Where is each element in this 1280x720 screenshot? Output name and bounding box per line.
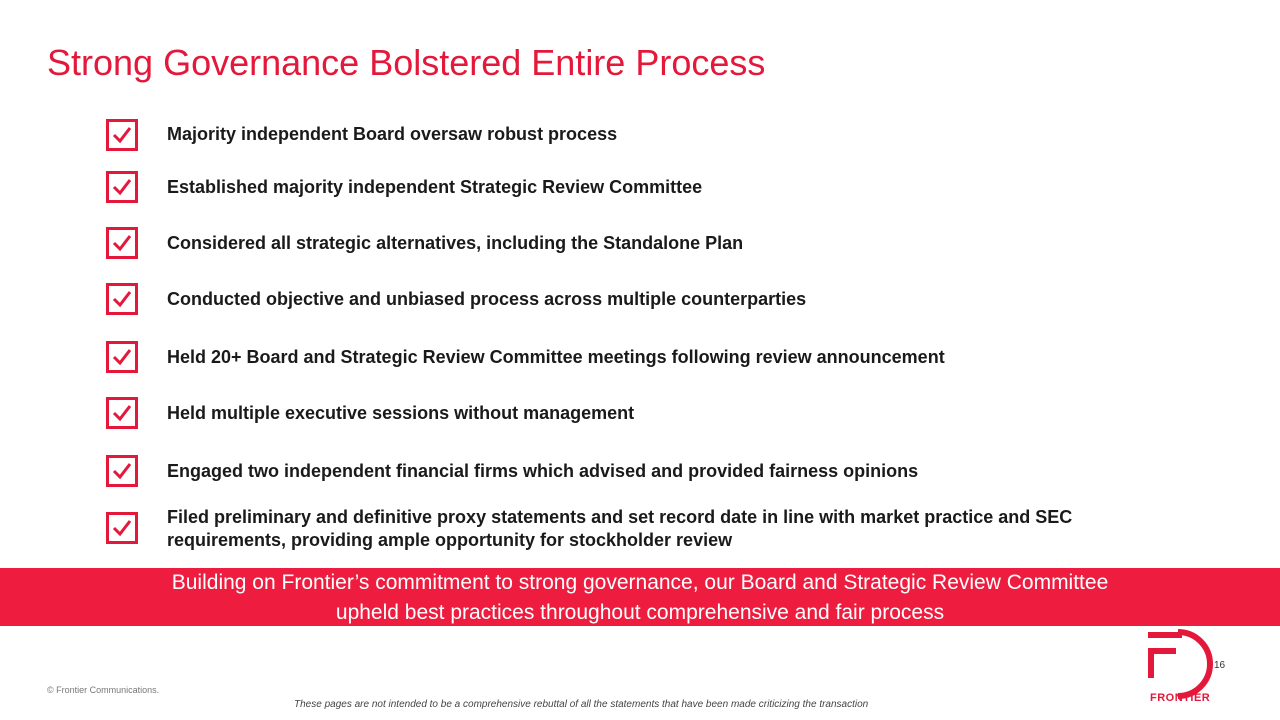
- summary-banner: [0, 568, 1280, 626]
- checkbox-icon: [106, 455, 138, 487]
- checkbox-icon: [106, 283, 138, 315]
- item-text: Filed preliminary and definitive proxy statements and set record date in line with market practice and SEC requirements, providing ample opportunity for stockholder review: [167, 507, 1073, 550]
- disclaimer-text: These pages are not intended to be a comprehensive rebuttal of all the statements that have been made criticizing the transaction: [294, 699, 869, 710]
- banner-line-1: Building on Frontier’s commitment to strong governance, our Board and Strategic Review Committee: [171, 571, 1109, 594]
- checkbox-icon: [106, 512, 138, 544]
- logo-wordmark: FRONTIER: [1150, 692, 1211, 704]
- item-text: Majority independent Board oversaw robust process: [167, 124, 618, 144]
- item-text: Held 20+ Board and Strategic Review Committee meetings following review announcement: [167, 347, 945, 367]
- checkbox-icon: [106, 119, 138, 151]
- checkbox-icon: [106, 171, 138, 203]
- checkbox-icon: [106, 397, 138, 429]
- page-number: 16: [1214, 660, 1226, 671]
- item-text: Considered all strategic alternatives, including the Standalone Plan: [167, 233, 744, 253]
- page-title: Strong Governance Bolstered Entire Process: [47, 42, 766, 83]
- checkbox-icon: [106, 341, 138, 373]
- item-text: Conducted objective and unbiased process across multiple counterparties: [167, 289, 807, 309]
- checkbox-icon: [106, 227, 138, 259]
- copyright-text: © Frontier Communications.: [47, 685, 160, 695]
- banner-line-2: upheld best practices throughout comprehensive and fair process: [335, 601, 945, 624]
- item-text: Established majority independent Strategic Review Committee: [167, 177, 703, 197]
- item-text: Engaged two independent financial firms which advised and provided fairness opinions: [167, 461, 919, 481]
- item-text: Held multiple executive sessions without management: [167, 403, 635, 423]
